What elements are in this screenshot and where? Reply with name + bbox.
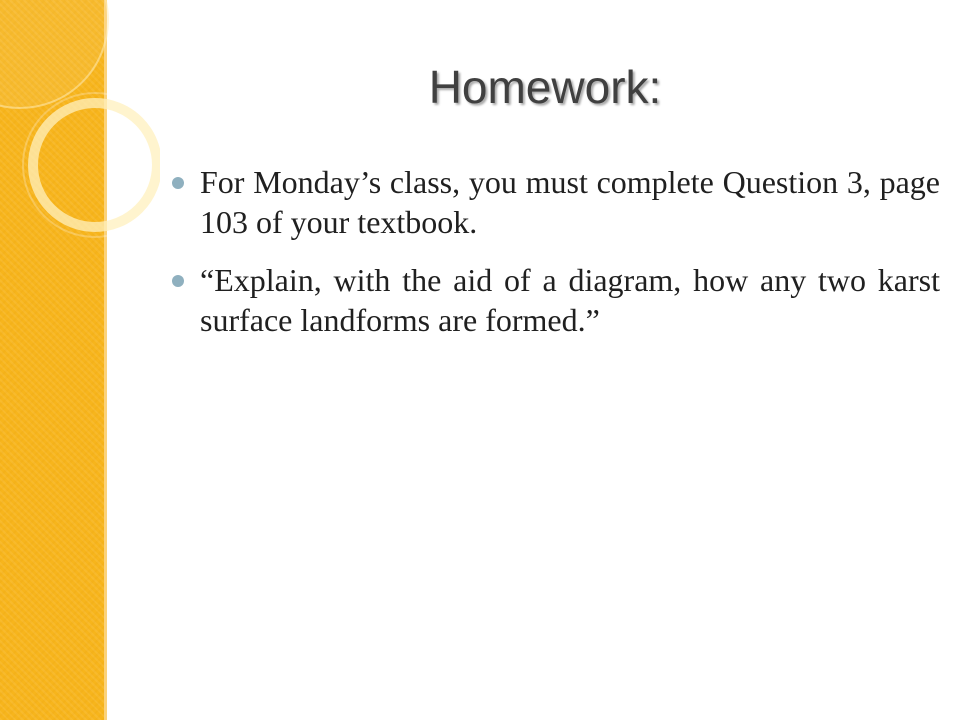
bullet-text: For Monday’s class, you must complete Question 3, page 103 of your textbook.	[200, 164, 940, 240]
ring-decoration-icon	[0, 0, 160, 300]
bullet-dot-icon	[172, 177, 184, 189]
bullet-list	[160, 162, 940, 358]
bullet-text: “Explain, with the aid of a diagram, how any two karst surface landforms are formed.”	[200, 262, 940, 338]
bullet-item	[160, 260, 940, 340]
bullet-item	[160, 162, 940, 242]
bullet-dot-icon	[172, 275, 184, 287]
slide-title: Homework:	[428, 61, 662, 113]
